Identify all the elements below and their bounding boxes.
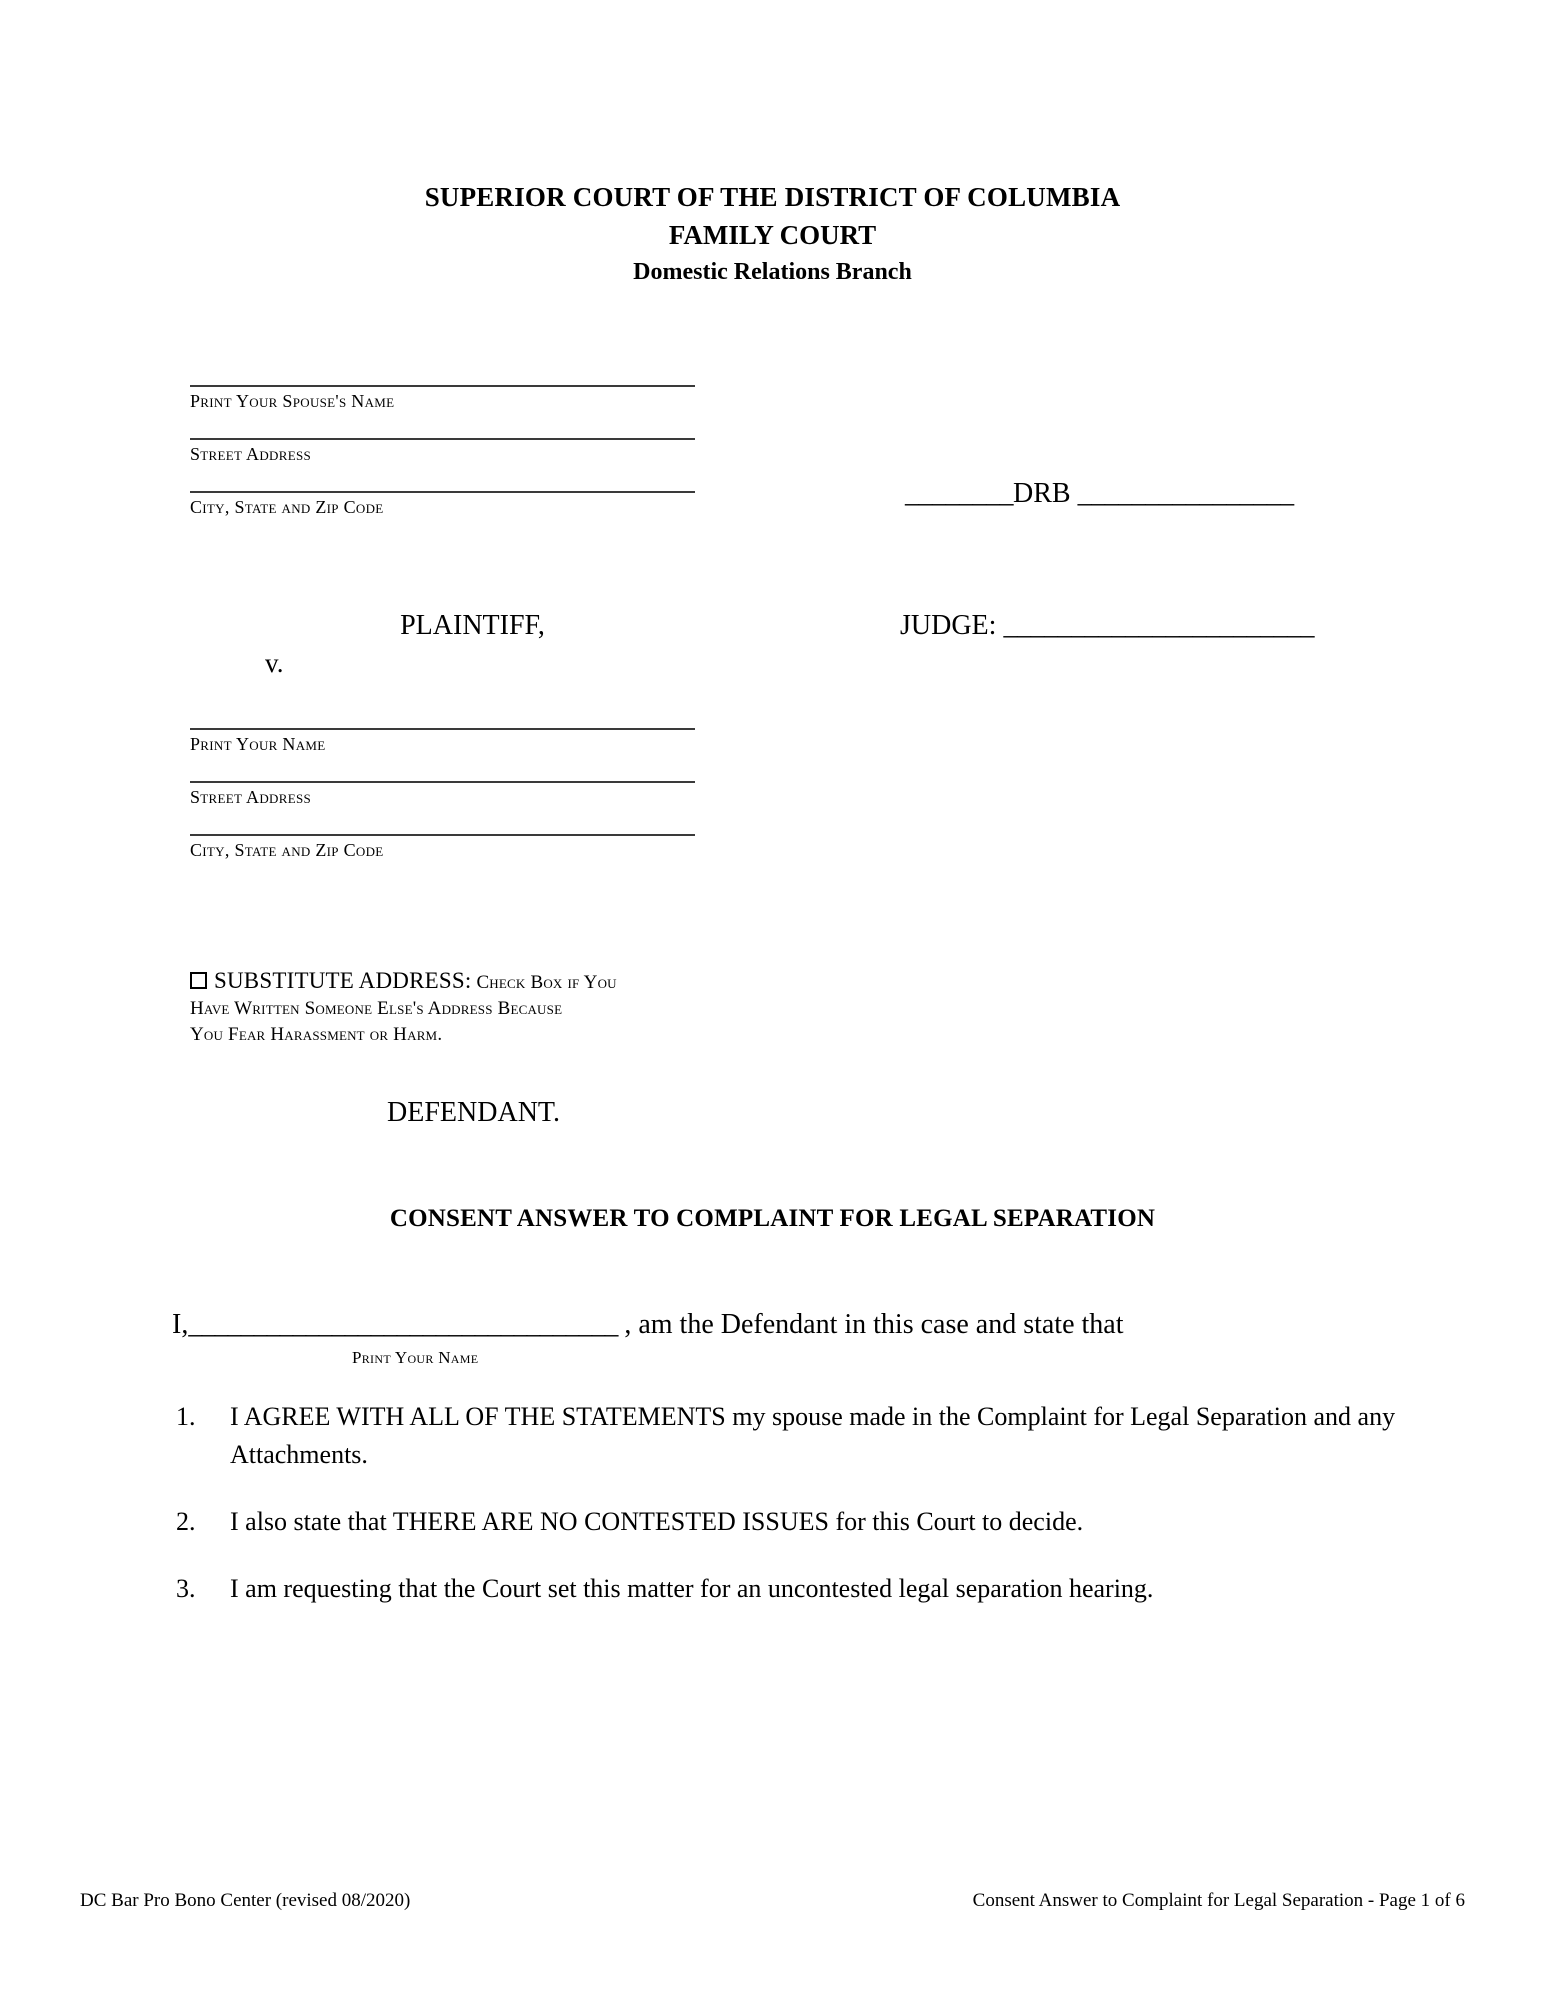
declaration-sublabel: Print Your Name <box>352 1348 479 1367</box>
field-spouse-street-address[interactable] <box>190 438 695 466</box>
case-number-suffix-blank[interactable]: ________________ <box>1077 478 1294 509</box>
court-header <box>0 178 1545 290</box>
versus-label: v. <box>265 648 284 678</box>
field-your-city-state-zip[interactable] <box>190 834 695 862</box>
footer-left-text: DC Bar Pro Bono Center (revised 08/2020) <box>80 1890 411 1911</box>
judge-blank[interactable]: _______________________ <box>1003 610 1314 641</box>
field-label: Print Your Name <box>190 734 326 754</box>
defendant-caption-block <box>190 728 695 887</box>
list-item <box>172 1398 1412 1474</box>
field-label: City, State and Zip Code <box>190 840 384 860</box>
substitute-address-heading: SUBSTITUTE ADDRESS: <box>214 968 472 993</box>
list-item <box>172 1570 1412 1608</box>
substitute-address-line-3: You Fear Harassment or Harm. <box>190 1024 443 1045</box>
footer-right-text: Consent Answer to Complaint for Legal Separation - Page 1 of 6 <box>972 1890 1465 1911</box>
field-label: Print Your Spouse's Name <box>190 391 395 411</box>
substitute-address-line-1-rest: Check Box if You <box>476 972 617 993</box>
declaration-rest: , am the Defendant in this case and state that <box>624 1309 1124 1340</box>
field-label: Street Address <box>190 787 311 807</box>
page-footer <box>80 1890 1465 1912</box>
field-your-name[interactable] <box>190 728 695 756</box>
list-item-text: I am requesting that the Court set this matter for an uncontested legal separation hearing. <box>230 1574 1154 1603</box>
judge-label: JUDGE: <box>900 610 997 641</box>
defendant-label: DEFENDANT. <box>387 1097 560 1128</box>
document-title: CONSENT ANSWER TO COMPLAINT FOR LEGAL SEPARATION <box>389 1205 1156 1232</box>
declaration-lead: I, <box>172 1309 189 1340</box>
field-label: City, State and Zip Code <box>190 497 384 517</box>
declaration-name-blank[interactable]: _________________________________ <box>188 1309 618 1340</box>
substitute-address-block <box>190 968 695 1048</box>
plaintiff-caption-block <box>190 385 695 544</box>
field-your-street-address[interactable] <box>190 781 695 809</box>
list-item-marker: 2. <box>176 1507 196 1536</box>
list-item-text: I AGREE WITH ALL OF THE STATEMENTS my spouse made in the Complaint for Legal Separation and any Attachments. <box>230 1402 1396 1469</box>
list-item-text: I also state that THERE ARE NO CONTESTED ISSUES for this Court to decide. <box>230 1507 1084 1536</box>
court-name: SUPERIOR COURT OF THE DISTRICT OF COLUMBIA <box>424 182 1121 212</box>
plaintiff-designation-row <box>190 610 695 679</box>
field-spouse-city-state-zip[interactable] <box>190 491 695 519</box>
case-number-row[interactable] <box>905 478 1294 510</box>
field-label: Street Address <box>190 444 311 464</box>
list-item-marker: 1. <box>176 1402 196 1431</box>
list-item <box>172 1503 1412 1541</box>
judge-row[interactable] <box>900 610 1314 642</box>
court-branch: Domestic Relations Branch <box>633 259 912 285</box>
substitute-address-line-1 <box>190 968 695 996</box>
statements-list <box>172 1398 1412 1637</box>
field-spouse-name[interactable] <box>190 385 695 413</box>
case-number-prefix-blank[interactable]: ________ <box>905 478 1013 509</box>
plaintiff-label: PLAINTIFF, <box>400 610 545 641</box>
court-division: FAMILY COURT <box>668 220 877 250</box>
case-number-drb-label: DRB <box>1013 478 1071 509</box>
substitute-address-checkbox[interactable] <box>190 972 207 989</box>
declaration-line <box>172 1308 1412 1342</box>
substitute-address-line-2: Have Written Someone Else's Address Because <box>190 998 563 1019</box>
list-item-marker: 3. <box>176 1574 196 1603</box>
